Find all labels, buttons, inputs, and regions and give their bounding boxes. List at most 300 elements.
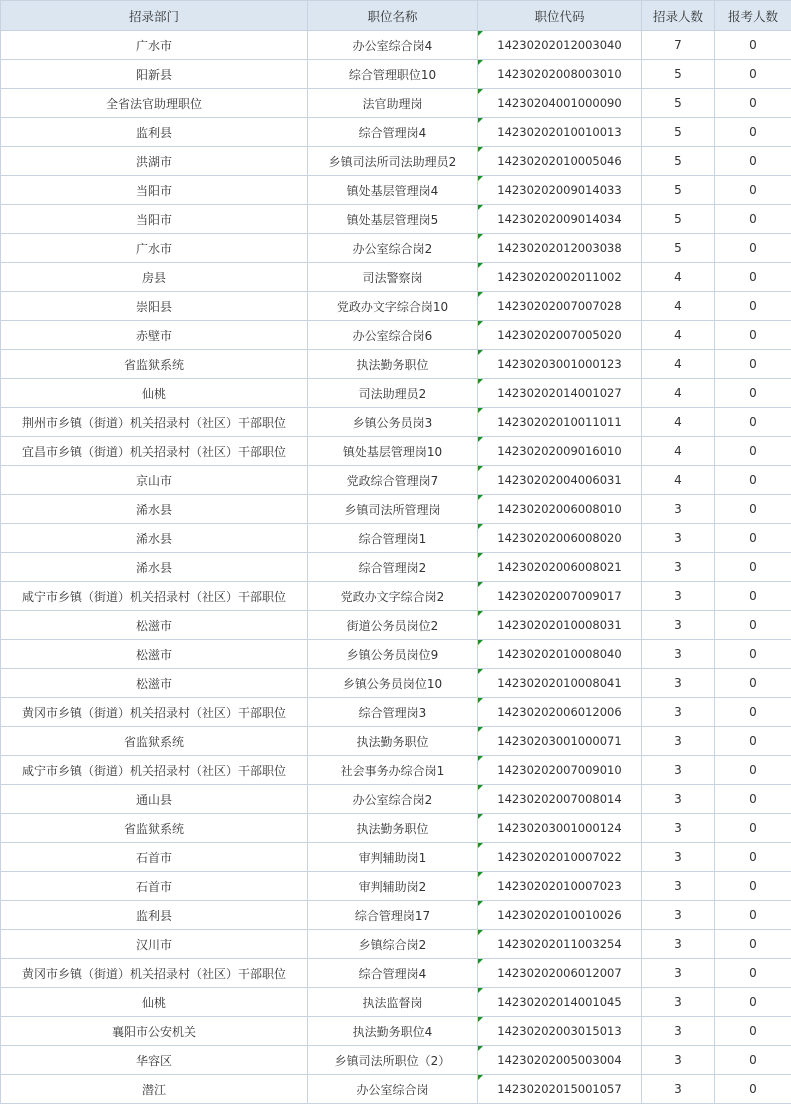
- cell-applicant-count: 0: [715, 872, 791, 901]
- cell-comment-marker-icon: [478, 930, 483, 935]
- cell-position-name: 乡镇综合岗2: [308, 930, 478, 959]
- cell-department: 襄阳市公安机关: [1, 1017, 308, 1046]
- cell-position-code: [478, 466, 642, 495]
- header-applicant-count: 报考人数: [715, 1, 791, 31]
- cell-applicant-count: 0: [715, 466, 791, 495]
- cell-position-code: [478, 669, 642, 698]
- position-code-text: 14230202012003038: [497, 241, 621, 255]
- cell-comment-marker-icon: [478, 640, 483, 645]
- cell-department: 赤壁市: [1, 321, 308, 350]
- position-code-text: 14230202006008010: [497, 502, 621, 516]
- position-code-text: 14230202010010026: [497, 908, 621, 922]
- cell-comment-marker-icon: [478, 901, 483, 906]
- cell-applicant-count: 0: [715, 234, 791, 263]
- cell-position-code: [478, 814, 642, 843]
- cell-recruit-count: 4: [642, 437, 715, 466]
- cell-recruit-count: 7: [642, 31, 715, 60]
- cell-position-name: 办公室综合岗2: [308, 234, 478, 263]
- position-code-text: 14230202002011002: [497, 270, 621, 284]
- table-row: [1, 611, 791, 640]
- cell-department: 浠水县: [1, 553, 308, 582]
- cell-department: 阳新县: [1, 60, 308, 89]
- cell-position-code: [478, 698, 642, 727]
- cell-department: 崇阳县: [1, 292, 308, 321]
- cell-applicant-count: 0: [715, 553, 791, 582]
- cell-position-code: [478, 582, 642, 611]
- cell-position-code: [478, 31, 642, 60]
- position-code-text: 14230202007009010: [497, 763, 621, 777]
- table-row: [1, 437, 791, 466]
- cell-position-name: 党政办文字综合岗2: [308, 582, 478, 611]
- cell-department: 松滋市: [1, 669, 308, 698]
- cell-department: 广水市: [1, 234, 308, 263]
- cell-comment-marker-icon: [478, 814, 483, 819]
- cell-department: 洪湖市: [1, 147, 308, 176]
- cell-recruit-count: 3: [642, 1075, 715, 1104]
- cell-comment-marker-icon: [478, 1017, 483, 1022]
- cell-position-code: [478, 379, 642, 408]
- cell-position-name: 乡镇公务员岗位10: [308, 669, 478, 698]
- cell-recruit-count: 5: [642, 234, 715, 263]
- cell-recruit-count: 4: [642, 379, 715, 408]
- cell-comment-marker-icon: [478, 466, 483, 471]
- cell-applicant-count: 0: [715, 930, 791, 959]
- position-code-text: 14230202004006031: [497, 473, 621, 487]
- table-row: [1, 959, 791, 988]
- cell-comment-marker-icon: [478, 756, 483, 761]
- position-code-text: 14230202008003010: [497, 67, 621, 81]
- position-code-text: 14230202012003040: [497, 38, 621, 52]
- cell-department: 省监狱系统: [1, 727, 308, 756]
- table-row: [1, 147, 791, 176]
- cell-position-name: 办公室综合岗2: [308, 785, 478, 814]
- cell-position-code: [478, 176, 642, 205]
- table-row: [1, 756, 791, 785]
- cell-applicant-count: 0: [715, 408, 791, 437]
- cell-comment-marker-icon: [478, 1075, 483, 1080]
- cell-comment-marker-icon: [478, 669, 483, 674]
- cell-comment-marker-icon: [478, 31, 483, 36]
- cell-applicant-count: 0: [715, 379, 791, 408]
- cell-comment-marker-icon: [478, 959, 483, 964]
- table-row: [1, 524, 791, 553]
- table-row: [1, 727, 791, 756]
- cell-position-code: [478, 988, 642, 1017]
- table-row: [1, 843, 791, 872]
- table-row: [1, 321, 791, 350]
- header-row: [1, 1, 791, 31]
- cell-department: 黄冈市乡镇（街道）机关招录村（社区）干部职位: [1, 698, 308, 727]
- cell-department: 浠水县: [1, 495, 308, 524]
- cell-position-code: [478, 872, 642, 901]
- cell-comment-marker-icon: [478, 988, 483, 993]
- cell-comment-marker-icon: [478, 176, 483, 181]
- cell-position-name: 综合管理职位10: [308, 60, 478, 89]
- cell-department: 全省法官助理职位: [1, 89, 308, 118]
- cell-applicant-count: 0: [715, 843, 791, 872]
- cell-applicant-count: 0: [715, 669, 791, 698]
- cell-position-name: 乡镇司法所司法助理员2: [308, 147, 478, 176]
- cell-applicant-count: 0: [715, 437, 791, 466]
- table-row: [1, 292, 791, 321]
- cell-comment-marker-icon: [478, 292, 483, 297]
- position-code-text: 14230202007008014: [497, 792, 621, 806]
- cell-position-name: 执法勤务职位: [308, 727, 478, 756]
- position-code-text: 14230202010007022: [497, 850, 621, 864]
- cell-department: 咸宁市乡镇（街道）机关招录村（社区）干部职位: [1, 756, 308, 785]
- cell-position-code: [478, 1075, 642, 1104]
- position-code-text: 14230202005003004: [497, 1053, 621, 1067]
- cell-department: 广水市: [1, 31, 308, 60]
- cell-applicant-count: 0: [715, 785, 791, 814]
- table-row: [1, 1075, 791, 1104]
- table-row: [1, 234, 791, 263]
- cell-recruit-count: 5: [642, 89, 715, 118]
- cell-recruit-count: 3: [642, 756, 715, 785]
- cell-comment-marker-icon: [478, 205, 483, 210]
- table-row: [1, 872, 791, 901]
- table-row: [1, 901, 791, 930]
- cell-position-name: 党政综合管理岗7: [308, 466, 478, 495]
- position-code-text: 14230202006008021: [497, 560, 621, 574]
- cell-position-code: [478, 495, 642, 524]
- cell-recruit-count: 4: [642, 292, 715, 321]
- cell-department: 仙桃: [1, 379, 308, 408]
- cell-position-name: 办公室综合岗4: [308, 31, 478, 60]
- cell-recruit-count: 3: [642, 669, 715, 698]
- cell-recruit-count: 5: [642, 147, 715, 176]
- cell-position-name: 办公室综合岗: [308, 1075, 478, 1104]
- table-row: [1, 31, 791, 60]
- cell-position-code: [478, 1017, 642, 1046]
- cell-position-name: 法官助理岗: [308, 89, 478, 118]
- cell-position-name: 乡镇公务员岗3: [308, 408, 478, 437]
- cell-position-name: 审判辅助岗2: [308, 872, 478, 901]
- cell-comment-marker-icon: [478, 727, 483, 732]
- cell-applicant-count: 0: [715, 698, 791, 727]
- cell-recruit-count: 3: [642, 698, 715, 727]
- cell-position-code: [478, 930, 642, 959]
- table-row: [1, 176, 791, 205]
- cell-position-code: [478, 408, 642, 437]
- cell-position-code: [478, 205, 642, 234]
- cell-position-name: 执法勤务职位: [308, 350, 478, 379]
- position-code-text: 14230203001000123: [497, 357, 621, 371]
- cell-comment-marker-icon: [478, 495, 483, 500]
- cell-position-code: [478, 292, 642, 321]
- cell-applicant-count: 0: [715, 350, 791, 379]
- cell-recruit-count: 3: [642, 582, 715, 611]
- cell-position-code: [478, 147, 642, 176]
- cell-department: 通山县: [1, 785, 308, 814]
- cell-department: 当阳市: [1, 205, 308, 234]
- cell-department: 石首市: [1, 872, 308, 901]
- cell-position-code: [478, 785, 642, 814]
- cell-applicant-count: 0: [715, 31, 791, 60]
- cell-applicant-count: 0: [715, 1046, 791, 1075]
- cell-comment-marker-icon: [478, 524, 483, 529]
- position-code-text: 14230203001000071: [497, 734, 621, 748]
- cell-position-name: 乡镇司法所职位（2）: [308, 1046, 478, 1075]
- cell-position-code: [478, 89, 642, 118]
- table-row: [1, 408, 791, 437]
- cell-applicant-count: 0: [715, 60, 791, 89]
- header-recruit-count: 招录人数: [642, 1, 715, 31]
- cell-recruit-count: 3: [642, 901, 715, 930]
- position-code-text: 14230202014001027: [497, 386, 621, 400]
- cell-comment-marker-icon: [478, 785, 483, 790]
- cell-position-code: [478, 843, 642, 872]
- cell-applicant-count: 0: [715, 118, 791, 147]
- position-code-text: 14230202006012006: [497, 705, 621, 719]
- table-row: [1, 350, 791, 379]
- table-row: [1, 640, 791, 669]
- cell-recruit-count: 4: [642, 263, 715, 292]
- cell-recruit-count: 3: [642, 524, 715, 553]
- cell-position-name: 社会事务办综合岗1: [308, 756, 478, 785]
- cell-position-code: [478, 60, 642, 89]
- cell-department: 当阳市: [1, 176, 308, 205]
- cell-position-name: 镇处基层管理岗4: [308, 176, 478, 205]
- cell-applicant-count: 0: [715, 640, 791, 669]
- cell-department: 仙桃: [1, 988, 308, 1017]
- position-code-text: 14230202010007023: [497, 879, 621, 893]
- cell-recruit-count: 3: [642, 1046, 715, 1075]
- table-row: [1, 582, 791, 611]
- position-code-text: 14230202006008020: [497, 531, 621, 545]
- position-code-text: 14230202007009017: [497, 589, 621, 603]
- cell-recruit-count: 4: [642, 466, 715, 495]
- cell-recruit-count: 5: [642, 60, 715, 89]
- cell-position-name: 街道公务员岗位2: [308, 611, 478, 640]
- cell-comment-marker-icon: [478, 147, 483, 152]
- cell-position-code: [478, 437, 642, 466]
- cell-position-code: [478, 350, 642, 379]
- cell-position-code: [478, 640, 642, 669]
- cell-position-name: 乡镇司法所管理岗: [308, 495, 478, 524]
- cell-applicant-count: 0: [715, 611, 791, 640]
- table-row: [1, 553, 791, 582]
- table-row: [1, 89, 791, 118]
- cell-department: 松滋市: [1, 611, 308, 640]
- cell-department: 宜昌市乡镇（街道）机关招录村（社区）干部职位: [1, 437, 308, 466]
- cell-department: 松滋市: [1, 640, 308, 669]
- cell-applicant-count: 0: [715, 524, 791, 553]
- cell-department: 汉川市: [1, 930, 308, 959]
- cell-position-name: 综合管理岗4: [308, 118, 478, 147]
- cell-recruit-count: 3: [642, 930, 715, 959]
- cell-comment-marker-icon: [478, 408, 483, 413]
- table-row: [1, 205, 791, 234]
- position-code-text: 14230202010011011: [497, 415, 621, 429]
- cell-position-name: 办公室综合岗6: [308, 321, 478, 350]
- cell-recruit-count: 4: [642, 408, 715, 437]
- cell-position-name: 综合管理岗3: [308, 698, 478, 727]
- table-row: [1, 263, 791, 292]
- cell-position-code: [478, 756, 642, 785]
- cell-position-name: 执法勤务职位: [308, 814, 478, 843]
- cell-comment-marker-icon: [478, 843, 483, 848]
- cell-comment-marker-icon: [478, 118, 483, 123]
- table-row: [1, 60, 791, 89]
- cell-comment-marker-icon: [478, 60, 483, 65]
- cell-comment-marker-icon: [478, 553, 483, 558]
- position-code-text: 14230202007007028: [497, 299, 621, 313]
- cell-position-code: [478, 611, 642, 640]
- cell-recruit-count: 3: [642, 988, 715, 1017]
- cell-applicant-count: 0: [715, 495, 791, 524]
- table-row: [1, 379, 791, 408]
- cell-department: 监利县: [1, 118, 308, 147]
- cell-recruit-count: 3: [642, 843, 715, 872]
- cell-position-code: [478, 727, 642, 756]
- cell-department: 荆州市乡镇（街道）机关招录村（社区）干部职位: [1, 408, 308, 437]
- cell-applicant-count: 0: [715, 263, 791, 292]
- position-code-text: 14230202010008031: [497, 618, 621, 632]
- table-row: [1, 669, 791, 698]
- table-row: [1, 814, 791, 843]
- cell-applicant-count: 0: [715, 959, 791, 988]
- cell-applicant-count: 0: [715, 901, 791, 930]
- cell-department: 黄冈市乡镇（街道）机关招录村（社区）干部职位: [1, 959, 308, 988]
- cell-recruit-count: 3: [642, 872, 715, 901]
- cell-position-name: 司法警察岗: [308, 263, 478, 292]
- position-code-text: 14230202009014033: [497, 183, 621, 197]
- cell-comment-marker-icon: [478, 1046, 483, 1051]
- table-row: [1, 930, 791, 959]
- cell-applicant-count: 0: [715, 756, 791, 785]
- cell-comment-marker-icon: [478, 582, 483, 587]
- cell-recruit-count: 5: [642, 205, 715, 234]
- position-code-text: 14230202010010013: [497, 125, 621, 139]
- cell-department: 浠水县: [1, 524, 308, 553]
- cell-department: 房县: [1, 263, 308, 292]
- cell-recruit-count: 3: [642, 640, 715, 669]
- cell-position-name: 综合管理岗2: [308, 553, 478, 582]
- cell-department: 石首市: [1, 843, 308, 872]
- cell-applicant-count: 0: [715, 1075, 791, 1104]
- cell-position-name: 乡镇公务员岗位9: [308, 640, 478, 669]
- cell-position-name: 镇处基层管理岗10: [308, 437, 478, 466]
- cell-department: 潜江: [1, 1075, 308, 1104]
- header-position-code: 职位代码: [478, 1, 642, 31]
- cell-department: 华容区: [1, 1046, 308, 1075]
- header-position-name: 职位名称: [308, 1, 478, 31]
- cell-comment-marker-icon: [478, 89, 483, 94]
- cell-applicant-count: 0: [715, 147, 791, 176]
- cell-position-name: 执法监督岗: [308, 988, 478, 1017]
- cell-applicant-count: 0: [715, 1017, 791, 1046]
- cell-applicant-count: 0: [715, 727, 791, 756]
- cell-position-name: 司法助理员2: [308, 379, 478, 408]
- cell-comment-marker-icon: [478, 321, 483, 326]
- cell-recruit-count: 3: [642, 1017, 715, 1046]
- cell-position-code: [478, 118, 642, 147]
- position-code-text: 14230202015001057: [497, 1082, 621, 1096]
- cell-position-code: [478, 553, 642, 582]
- position-code-text: 14230202011003254: [497, 937, 621, 951]
- cell-applicant-count: 0: [715, 176, 791, 205]
- cell-comment-marker-icon: [478, 872, 483, 877]
- cell-recruit-count: 3: [642, 959, 715, 988]
- cell-recruit-count: 3: [642, 495, 715, 524]
- table-body: [1, 31, 791, 1104]
- position-code-text: 14230202010008040: [497, 647, 621, 661]
- position-code-text: 14230202010005046: [497, 154, 621, 168]
- cell-comment-marker-icon: [478, 698, 483, 703]
- cell-position-code: [478, 234, 642, 263]
- position-code-text: 14230202003015013: [497, 1024, 621, 1038]
- cell-position-code: [478, 959, 642, 988]
- position-code-text: 14230203001000124: [497, 821, 621, 835]
- cell-recruit-count: 3: [642, 785, 715, 814]
- cell-applicant-count: 0: [715, 814, 791, 843]
- cell-position-name: 镇处基层管理岗5: [308, 205, 478, 234]
- position-code-text: 14230202007005020: [497, 328, 621, 342]
- cell-applicant-count: 0: [715, 582, 791, 611]
- cell-position-name: 审判辅助岗1: [308, 843, 478, 872]
- cell-position-name: 综合管理岗4: [308, 959, 478, 988]
- cell-recruit-count: 5: [642, 176, 715, 205]
- table-row: [1, 785, 791, 814]
- position-code-text: 14230202009014034: [497, 212, 621, 226]
- table-row: [1, 988, 791, 1017]
- cell-department: 咸宁市乡镇（街道）机关招录村（社区）干部职位: [1, 582, 308, 611]
- cell-applicant-count: 0: [715, 988, 791, 1017]
- cell-applicant-count: 0: [715, 89, 791, 118]
- table-row: [1, 495, 791, 524]
- cell-recruit-count: 3: [642, 814, 715, 843]
- cell-position-code: [478, 901, 642, 930]
- cell-recruit-count: 4: [642, 350, 715, 379]
- position-code-text: 14230204001000090: [497, 96, 621, 110]
- cell-recruit-count: 4: [642, 321, 715, 350]
- position-code-text: 14230202006012007: [497, 966, 621, 980]
- cell-position-name: 党政办文字综合岗10: [308, 292, 478, 321]
- table-row: [1, 118, 791, 147]
- cell-comment-marker-icon: [478, 379, 483, 384]
- cell-department: 监利县: [1, 901, 308, 930]
- cell-recruit-count: 3: [642, 727, 715, 756]
- header-department: 招录部门: [1, 1, 308, 31]
- cell-position-name: 综合管理岗17: [308, 901, 478, 930]
- cell-recruit-count: 3: [642, 611, 715, 640]
- cell-department: 京山市: [1, 466, 308, 495]
- cell-comment-marker-icon: [478, 263, 483, 268]
- cell-recruit-count: 3: [642, 553, 715, 582]
- position-code-text: 14230202010008041: [497, 676, 621, 690]
- cell-comment-marker-icon: [478, 437, 483, 442]
- cell-comment-marker-icon: [478, 234, 483, 239]
- cell-comment-marker-icon: [478, 611, 483, 616]
- cell-recruit-count: 5: [642, 118, 715, 147]
- table-row: [1, 1017, 791, 1046]
- cell-department: 省监狱系统: [1, 350, 308, 379]
- cell-position-code: [478, 263, 642, 292]
- table-row: [1, 698, 791, 727]
- cell-applicant-count: 0: [715, 321, 791, 350]
- cell-position-code: [478, 524, 642, 553]
- cell-applicant-count: 0: [715, 292, 791, 321]
- position-code-text: 14230202014001045: [497, 995, 621, 1009]
- cell-department: 省监狱系统: [1, 814, 308, 843]
- cell-applicant-count: 0: [715, 205, 791, 234]
- position-code-text: 14230202009016010: [497, 444, 621, 458]
- cell-position-code: [478, 321, 642, 350]
- table-row: [1, 466, 791, 495]
- cell-position-name: 执法勤务职位4: [308, 1017, 478, 1046]
- cell-position-name: 综合管理岗1: [308, 524, 478, 553]
